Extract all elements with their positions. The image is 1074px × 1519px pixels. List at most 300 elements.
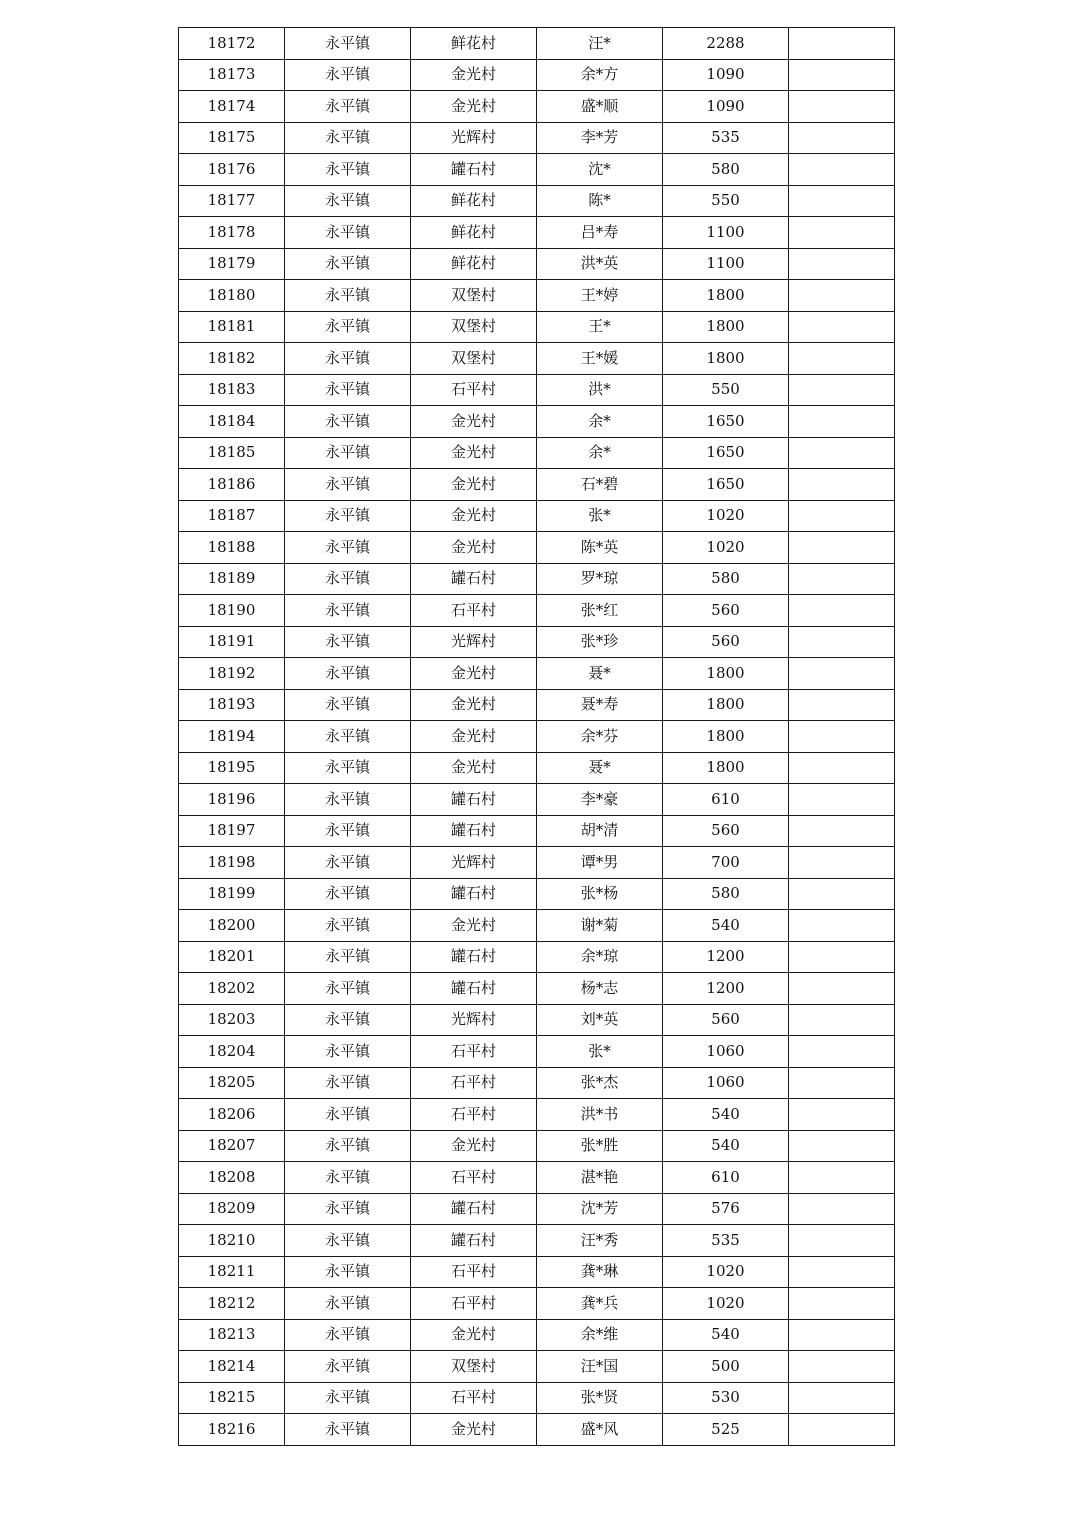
cell-note <box>789 1256 895 1288</box>
cell-amount: 700 <box>663 847 789 879</box>
cell-town: 永平镇 <box>285 815 411 847</box>
cell-town: 永平镇 <box>285 406 411 438</box>
cell-village: 金光村 <box>411 752 537 784</box>
cell-note <box>789 752 895 784</box>
table-row <box>179 1067 895 1099</box>
cell-serial-number: 18182 <box>179 343 285 375</box>
cell-town: 永平镇 <box>285 154 411 186</box>
table-row <box>179 595 895 627</box>
cell-town: 永平镇 <box>285 595 411 627</box>
cell-serial-number: 18196 <box>179 784 285 816</box>
cell-amount: 550 <box>663 185 789 217</box>
cell-name: 汪*秀 <box>537 1225 663 1257</box>
cell-serial-number: 18214 <box>179 1351 285 1383</box>
cell-amount: 1650 <box>663 437 789 469</box>
cell-town: 永平镇 <box>285 563 411 595</box>
cell-note <box>789 59 895 91</box>
cell-village: 金光村 <box>411 437 537 469</box>
cell-town: 永平镇 <box>285 437 411 469</box>
cell-note <box>789 1004 895 1036</box>
table-row <box>179 28 895 60</box>
cell-serial-number: 18172 <box>179 28 285 60</box>
cell-name: 余*维 <box>537 1319 663 1351</box>
cell-amount: 1800 <box>663 658 789 690</box>
cell-village: 石平村 <box>411 1099 537 1131</box>
cell-note <box>789 910 895 942</box>
cell-amount: 540 <box>663 1099 789 1131</box>
cell-note <box>789 437 895 469</box>
table-row <box>179 437 895 469</box>
cell-serial-number: 18194 <box>179 721 285 753</box>
cell-note <box>789 311 895 343</box>
table-row <box>179 1288 895 1320</box>
cell-amount: 1060 <box>663 1036 789 1068</box>
cell-town: 永平镇 <box>285 374 411 406</box>
cell-serial-number: 18192 <box>179 658 285 690</box>
cell-amount: 500 <box>663 1351 789 1383</box>
table-row <box>179 1099 895 1131</box>
cell-town: 永平镇 <box>285 1256 411 1288</box>
cell-amount: 550 <box>663 374 789 406</box>
cell-village: 鲜花村 <box>411 217 537 249</box>
table-row <box>179 469 895 501</box>
table-row <box>179 1319 895 1351</box>
cell-amount: 560 <box>663 815 789 847</box>
cell-amount: 610 <box>663 1162 789 1194</box>
cell-serial-number: 18190 <box>179 595 285 627</box>
cell-town: 永平镇 <box>285 658 411 690</box>
cell-town: 永平镇 <box>285 280 411 312</box>
cell-village: 罐石村 <box>411 941 537 973</box>
cell-name: 陈* <box>537 185 663 217</box>
cell-village: 罐石村 <box>411 563 537 595</box>
cell-town: 永平镇 <box>285 1225 411 1257</box>
cell-amount: 1800 <box>663 311 789 343</box>
cell-serial-number: 18215 <box>179 1382 285 1414</box>
cell-amount: 535 <box>663 122 789 154</box>
cell-village: 金光村 <box>411 1130 537 1162</box>
cell-serial-number: 18187 <box>179 500 285 532</box>
cell-note <box>789 185 895 217</box>
table-row <box>179 973 895 1005</box>
cell-village: 鲜花村 <box>411 185 537 217</box>
cell-serial-number: 18184 <box>179 406 285 438</box>
cell-town: 永平镇 <box>285 217 411 249</box>
cell-serial-number: 18177 <box>179 185 285 217</box>
cell-amount: 2288 <box>663 28 789 60</box>
cell-village: 金光村 <box>411 532 537 564</box>
cell-town: 永平镇 <box>285 469 411 501</box>
cell-serial-number: 18178 <box>179 217 285 249</box>
cell-town: 永平镇 <box>285 532 411 564</box>
table-row <box>179 563 895 595</box>
cell-name: 李*芳 <box>537 122 663 154</box>
cell-name: 盛*顺 <box>537 91 663 123</box>
cell-serial-number: 18174 <box>179 91 285 123</box>
cell-amount: 1200 <box>663 973 789 1005</box>
cell-note <box>789 1288 895 1320</box>
table-row <box>179 374 895 406</box>
cell-name: 罗*琼 <box>537 563 663 595</box>
cell-note <box>789 626 895 658</box>
cell-amount: 1650 <box>663 469 789 501</box>
cell-note <box>789 248 895 280</box>
cell-village: 金光村 <box>411 1414 537 1446</box>
table-row <box>179 1004 895 1036</box>
cell-village: 石平村 <box>411 1382 537 1414</box>
cell-village: 罐石村 <box>411 815 537 847</box>
cell-town: 永平镇 <box>285 59 411 91</box>
cell-name: 洪*英 <box>537 248 663 280</box>
cell-town: 永平镇 <box>285 28 411 60</box>
cell-village: 光辉村 <box>411 122 537 154</box>
cell-serial-number: 18210 <box>179 1225 285 1257</box>
cell-note <box>789 658 895 690</box>
cell-serial-number: 18197 <box>179 815 285 847</box>
cell-note <box>789 847 895 879</box>
cell-note <box>789 1382 895 1414</box>
cell-serial-number: 18186 <box>179 469 285 501</box>
cell-town: 永平镇 <box>285 311 411 343</box>
table-row <box>179 847 895 879</box>
records-table <box>178 27 895 1446</box>
cell-note <box>789 563 895 595</box>
cell-amount: 580 <box>663 878 789 910</box>
cell-village: 罐石村 <box>411 878 537 910</box>
cell-note <box>789 122 895 154</box>
table-row <box>179 1162 895 1194</box>
cell-amount: 1800 <box>663 721 789 753</box>
cell-village: 双堡村 <box>411 311 537 343</box>
cell-town: 永平镇 <box>285 721 411 753</box>
cell-note <box>789 1319 895 1351</box>
cell-serial-number: 18189 <box>179 563 285 595</box>
cell-serial-number: 18181 <box>179 311 285 343</box>
cell-name: 张*胜 <box>537 1130 663 1162</box>
cell-village: 双堡村 <box>411 1351 537 1383</box>
cell-note <box>789 1036 895 1068</box>
cell-name: 洪*书 <box>537 1099 663 1131</box>
cell-village: 金光村 <box>411 406 537 438</box>
cell-town: 永平镇 <box>285 689 411 721</box>
cell-amount: 1090 <box>663 91 789 123</box>
cell-note <box>789 595 895 627</box>
cell-amount: 525 <box>663 1414 789 1446</box>
cell-amount: 540 <box>663 1319 789 1351</box>
cell-name: 张*贤 <box>537 1382 663 1414</box>
cell-serial-number: 18188 <box>179 532 285 564</box>
cell-name: 龚*兵 <box>537 1288 663 1320</box>
cell-town: 永平镇 <box>285 1130 411 1162</box>
cell-note <box>789 1130 895 1162</box>
table-row <box>179 752 895 784</box>
cell-village: 石平村 <box>411 374 537 406</box>
cell-serial-number: 18211 <box>179 1256 285 1288</box>
cell-town: 永平镇 <box>285 1162 411 1194</box>
cell-name: 张*杨 <box>537 878 663 910</box>
cell-village: 石平村 <box>411 1067 537 1099</box>
table-row <box>179 1036 895 1068</box>
records-table-body <box>179 28 895 1446</box>
cell-serial-number: 18202 <box>179 973 285 1005</box>
cell-serial-number: 18216 <box>179 1414 285 1446</box>
cell-note <box>789 1225 895 1257</box>
cell-note <box>789 280 895 312</box>
table-row <box>179 815 895 847</box>
cell-village: 金光村 <box>411 910 537 942</box>
table-row <box>179 910 895 942</box>
cell-name: 王* <box>537 311 663 343</box>
cell-name: 沈*芳 <box>537 1193 663 1225</box>
cell-village: 石平村 <box>411 1162 537 1194</box>
table-row <box>179 343 895 375</box>
cell-note <box>789 91 895 123</box>
cell-note <box>789 154 895 186</box>
cell-town: 永平镇 <box>285 752 411 784</box>
table-row <box>179 91 895 123</box>
cell-amount: 535 <box>663 1225 789 1257</box>
table-row <box>179 941 895 973</box>
cell-note <box>789 1193 895 1225</box>
cell-village: 金光村 <box>411 689 537 721</box>
cell-village: 金光村 <box>411 721 537 753</box>
cell-village: 金光村 <box>411 658 537 690</box>
cell-note <box>789 469 895 501</box>
cell-town: 永平镇 <box>285 1319 411 1351</box>
cell-amount: 1020 <box>663 1256 789 1288</box>
cell-town: 永平镇 <box>285 1099 411 1131</box>
cell-amount: 530 <box>663 1382 789 1414</box>
cell-amount: 1800 <box>663 752 789 784</box>
cell-town: 永平镇 <box>285 878 411 910</box>
cell-serial-number: 18213 <box>179 1319 285 1351</box>
table-row <box>179 721 895 753</box>
cell-name: 张* <box>537 500 663 532</box>
cell-town: 永平镇 <box>285 1193 411 1225</box>
cell-amount: 580 <box>663 154 789 186</box>
cell-name: 张* <box>537 1036 663 1068</box>
table-row <box>179 59 895 91</box>
cell-village: 双堡村 <box>411 343 537 375</box>
cell-name: 石*碧 <box>537 469 663 501</box>
cell-serial-number: 18176 <box>179 154 285 186</box>
cell-note <box>789 1162 895 1194</box>
cell-amount: 1800 <box>663 343 789 375</box>
table-row <box>179 1256 895 1288</box>
cell-village: 罐石村 <box>411 1193 537 1225</box>
cell-village: 罐石村 <box>411 784 537 816</box>
cell-village: 石平村 <box>411 1288 537 1320</box>
cell-name: 刘*英 <box>537 1004 663 1036</box>
cell-name: 沈* <box>537 154 663 186</box>
cell-town: 永平镇 <box>285 91 411 123</box>
cell-name: 盛*风 <box>537 1414 663 1446</box>
table-row <box>179 122 895 154</box>
cell-serial-number: 18200 <box>179 910 285 942</box>
table-row <box>179 1225 895 1257</box>
table-row <box>179 185 895 217</box>
table-row <box>179 217 895 249</box>
cell-note <box>789 1351 895 1383</box>
cell-town: 永平镇 <box>285 343 411 375</box>
cell-town: 永平镇 <box>285 941 411 973</box>
cell-amount: 1020 <box>663 532 789 564</box>
table-row <box>179 1351 895 1383</box>
table-row <box>179 658 895 690</box>
cell-town: 永平镇 <box>285 1351 411 1383</box>
cell-note <box>789 500 895 532</box>
cell-name: 汪* <box>537 28 663 60</box>
cell-village: 金光村 <box>411 1319 537 1351</box>
cell-name: 余* <box>537 437 663 469</box>
cell-note <box>789 1099 895 1131</box>
cell-name: 聂* <box>537 658 663 690</box>
table-row <box>179 154 895 186</box>
cell-village: 金光村 <box>411 469 537 501</box>
cell-name: 张*珍 <box>537 626 663 658</box>
cell-village: 光辉村 <box>411 1004 537 1036</box>
cell-name: 胡*清 <box>537 815 663 847</box>
cell-village: 金光村 <box>411 59 537 91</box>
table-row <box>179 626 895 658</box>
cell-name: 洪* <box>537 374 663 406</box>
cell-town: 永平镇 <box>285 1004 411 1036</box>
cell-town: 永平镇 <box>285 1382 411 1414</box>
cell-amount: 1020 <box>663 500 789 532</box>
cell-village: 双堡村 <box>411 280 537 312</box>
cell-name: 谢*菊 <box>537 910 663 942</box>
table-row <box>179 784 895 816</box>
cell-note <box>789 815 895 847</box>
cell-village: 罐石村 <box>411 1225 537 1257</box>
cell-note <box>789 406 895 438</box>
cell-name: 龚*琳 <box>537 1256 663 1288</box>
cell-town: 永平镇 <box>285 784 411 816</box>
cell-name: 余*琼 <box>537 941 663 973</box>
cell-name: 王*婷 <box>537 280 663 312</box>
cell-town: 永平镇 <box>285 1414 411 1446</box>
cell-amount: 1020 <box>663 1288 789 1320</box>
cell-serial-number: 18185 <box>179 437 285 469</box>
cell-name: 谭*男 <box>537 847 663 879</box>
table-row <box>179 406 895 438</box>
cell-village: 石平村 <box>411 1036 537 1068</box>
cell-name: 聂* <box>537 752 663 784</box>
cell-note <box>789 878 895 910</box>
cell-village: 光辉村 <box>411 626 537 658</box>
cell-village: 鲜花村 <box>411 28 537 60</box>
cell-town: 永平镇 <box>285 122 411 154</box>
cell-note <box>789 941 895 973</box>
cell-town: 永平镇 <box>285 500 411 532</box>
cell-town: 永平镇 <box>285 973 411 1005</box>
cell-village: 罐石村 <box>411 154 537 186</box>
cell-name: 聂*寿 <box>537 689 663 721</box>
cell-serial-number: 18208 <box>179 1162 285 1194</box>
cell-note <box>789 689 895 721</box>
cell-note <box>789 721 895 753</box>
cell-town: 永平镇 <box>285 626 411 658</box>
cell-serial-number: 18175 <box>179 122 285 154</box>
cell-serial-number: 18201 <box>179 941 285 973</box>
cell-note <box>789 784 895 816</box>
cell-name: 杨*志 <box>537 973 663 1005</box>
cell-village: 金光村 <box>411 91 537 123</box>
cell-note <box>789 1067 895 1099</box>
cell-name: 余*方 <box>537 59 663 91</box>
cell-amount: 560 <box>663 626 789 658</box>
table-row <box>179 1193 895 1225</box>
cell-town: 永平镇 <box>285 185 411 217</box>
cell-name: 张*杰 <box>537 1067 663 1099</box>
table-row <box>179 1130 895 1162</box>
cell-amount: 1060 <box>663 1067 789 1099</box>
table-row <box>179 1414 895 1446</box>
cell-town: 永平镇 <box>285 248 411 280</box>
table-row <box>179 878 895 910</box>
cell-village: 石平村 <box>411 595 537 627</box>
cell-town: 永平镇 <box>285 847 411 879</box>
cell-amount: 540 <box>663 910 789 942</box>
table-row <box>179 1382 895 1414</box>
cell-village: 石平村 <box>411 1256 537 1288</box>
cell-name: 李*豪 <box>537 784 663 816</box>
table-row <box>179 532 895 564</box>
cell-serial-number: 18203 <box>179 1004 285 1036</box>
table-row <box>179 248 895 280</box>
cell-town: 永平镇 <box>285 1288 411 1320</box>
cell-serial-number: 18183 <box>179 374 285 406</box>
cell-serial-number: 18198 <box>179 847 285 879</box>
cell-serial-number: 18209 <box>179 1193 285 1225</box>
table-row <box>179 689 895 721</box>
cell-town: 永平镇 <box>285 1067 411 1099</box>
cell-amount: 1090 <box>663 59 789 91</box>
cell-note <box>789 532 895 564</box>
cell-amount: 1650 <box>663 406 789 438</box>
cell-serial-number: 18191 <box>179 626 285 658</box>
cell-note <box>789 973 895 1005</box>
cell-serial-number: 18207 <box>179 1130 285 1162</box>
cell-amount: 1100 <box>663 217 789 249</box>
cell-serial-number: 18195 <box>179 752 285 784</box>
table-row <box>179 311 895 343</box>
cell-serial-number: 18206 <box>179 1099 285 1131</box>
cell-amount: 1800 <box>663 280 789 312</box>
cell-note <box>789 1414 895 1446</box>
cell-town: 永平镇 <box>285 1036 411 1068</box>
cell-note <box>789 28 895 60</box>
cell-name: 汪*国 <box>537 1351 663 1383</box>
cell-serial-number: 18179 <box>179 248 285 280</box>
cell-serial-number: 18199 <box>179 878 285 910</box>
cell-name: 王*媛 <box>537 343 663 375</box>
cell-village: 金光村 <box>411 500 537 532</box>
cell-amount: 580 <box>663 563 789 595</box>
cell-name: 余*芬 <box>537 721 663 753</box>
cell-town: 永平镇 <box>285 910 411 942</box>
cell-serial-number: 18173 <box>179 59 285 91</box>
cell-amount: 1100 <box>663 248 789 280</box>
cell-name: 余* <box>537 406 663 438</box>
cell-amount: 610 <box>663 784 789 816</box>
cell-village: 罐石村 <box>411 973 537 1005</box>
table-row <box>179 500 895 532</box>
cell-serial-number: 18180 <box>179 280 285 312</box>
cell-amount: 1800 <box>663 689 789 721</box>
cell-amount: 576 <box>663 1193 789 1225</box>
cell-note <box>789 374 895 406</box>
